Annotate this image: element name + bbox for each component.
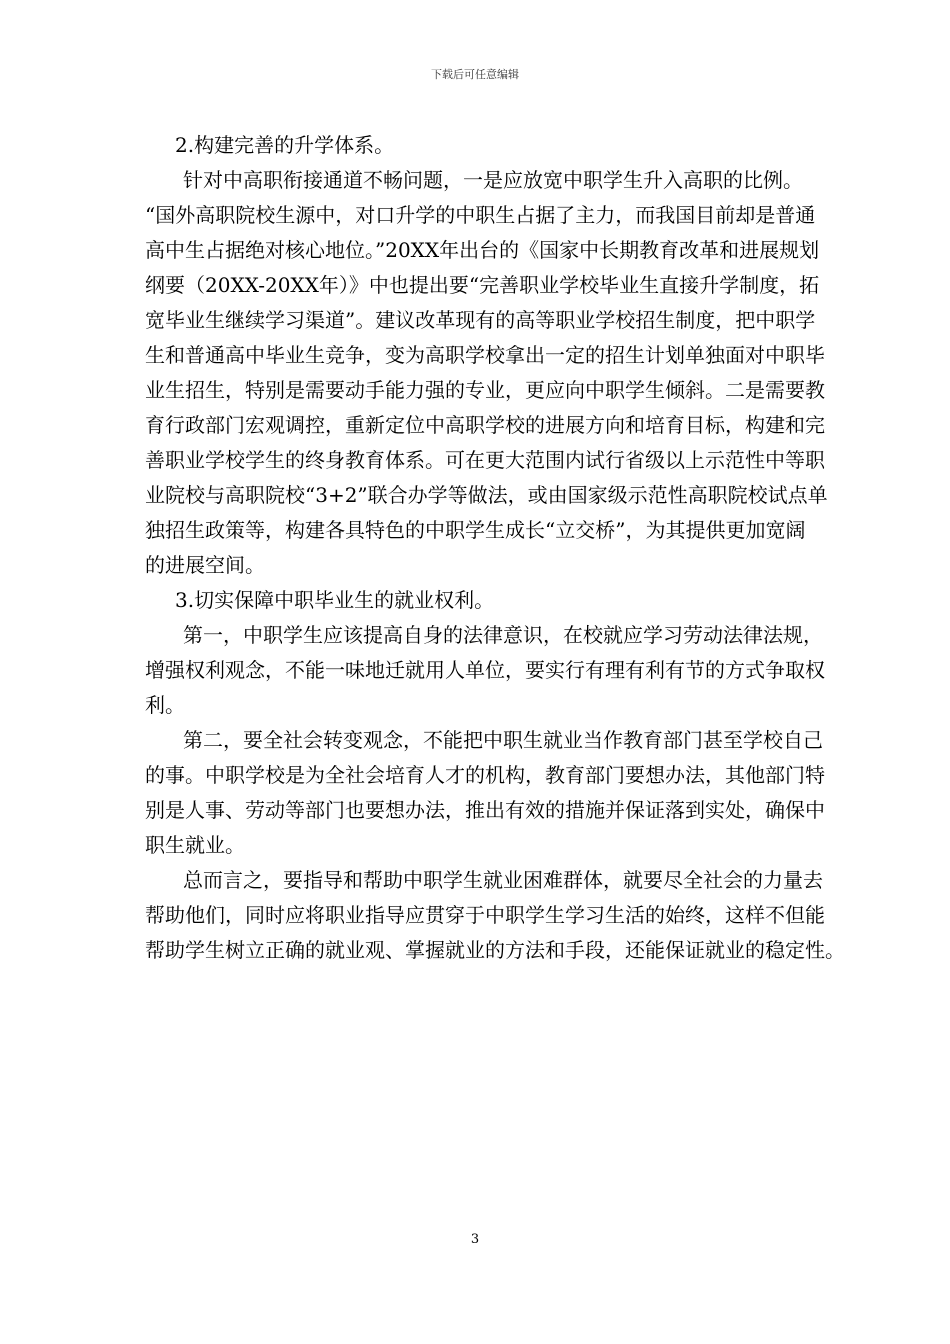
paragraph-line: 生和普通高中毕业生竞争，变为高职学校拿出一定的招生计划单独面对中职毕 [145,343,825,367]
paragraph-line: 第二，要全社会转变观念，不能把中职生就业当作教育部门甚至学校自己 [183,728,823,752]
section-heading-3: 3.切实保障中职毕业生的就业权利。 [175,588,495,612]
page-header: 下载后可任意编辑 [431,68,519,81]
paragraph-line: 的事。中职学校是为全社会培育人才的机构，教育部门要想办法，其他部门特 [145,763,825,787]
paragraph-line: 高中生占据绝对核心地位。”20XX年出台的《国家中长期教育改革和进展规划 [145,238,820,262]
paragraph-line: 第一，中职学生应该提高自身的法律意识，在校就应学习劳动法律法规， [183,623,823,647]
paragraph-line: 善职业学校学生的终身教育体系。可在更大范围内试行省级以上示范性中等职 [145,448,825,472]
paragraph-line: 业院校与高职院校“3+2”联合办学等做法，或由国家级示范性高职院校试点单 [145,483,828,507]
paragraph-line: 纲要（20XX-20XX年）》中也提出要“完善职业学校毕业生直接升学制度，拓 [145,273,820,297]
paragraph-line: 总而言之，要指导和帮助中职学生就业困难群体，就要尽全社会的力量去 [183,868,823,892]
paragraph-line: 职生就业。 [145,833,245,857]
paragraph-line: 增强权利观念，不能一味地迁就用人单位，要实行有理有利有节的方式争取权 [145,658,825,682]
paragraph-line: 的进展空间。 [145,553,265,577]
paragraph-line: 帮助他们，同时应将职业指导应贯穿于中职学生学习生活的始终，这样不但能 [145,903,825,927]
paragraph-line: 别是人事、劳动等部门也要想办法，推出有效的措施并保证落到实处，确保中 [145,798,825,822]
document-body [145,128,845,968]
paragraph-line: 针对中高职衔接通道不畅问题，一是应放宽中职学生升入高职的比例。 [183,168,803,192]
page-number: 3 [470,1232,480,1247]
paragraph-line: 宽毕业生继续学习渠道”。建议改革现有的高等职业学校招生制度，把中职学 [145,308,816,332]
paragraph-line: 利。 [145,693,185,717]
paragraph-line: 独招生政策等，构建各具特色的中职学生成长“立交桥”，为其提供更加宽阔 [145,518,806,542]
paragraph-line: 育行政部门宏观调控，重新定位中高职学校的进展方向和培育目标，构建和完 [145,413,825,437]
section-heading-2: 2.构建完善的升学体系。 [175,133,395,157]
paragraph-line: 业生招生，特别是需要动手能力强的专业，更应向中职学生倾斜。二是需要教 [145,378,825,402]
paragraph-line: 帮助学生树立正确的就业观、掌握就业的方法和手段，还能保证就业的稳定性。 [145,938,845,962]
paragraph-line: “国外高职院校生源中，对口升学的中职生占据了主力，而我国目前却是普通 [145,203,816,227]
